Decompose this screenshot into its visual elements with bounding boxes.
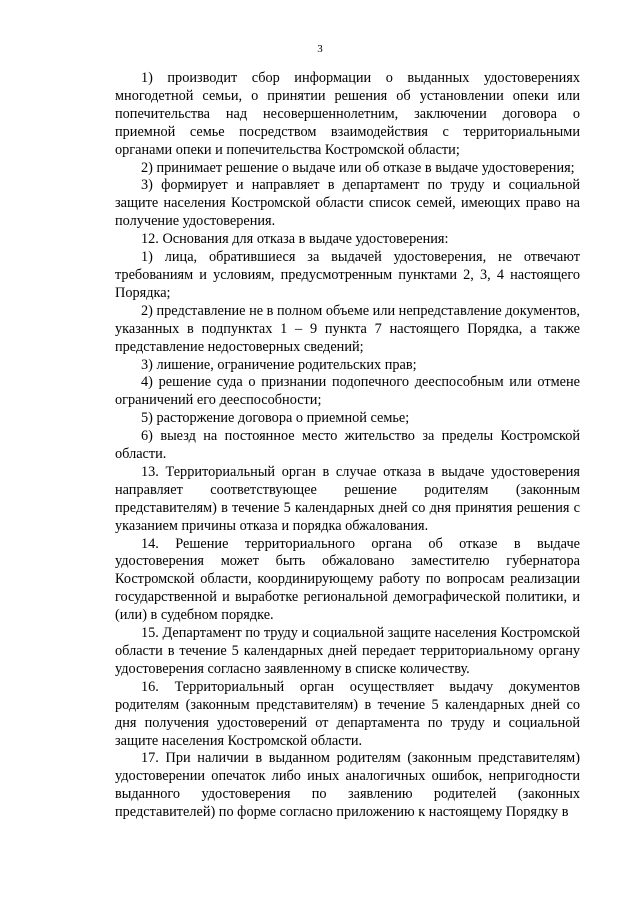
paragraph-12-6: 6) выезд на постоянное место жительство за пределы Костромской области. bbox=[115, 428, 580, 463]
document-body bbox=[115, 70, 580, 822]
paragraph-11-3: 3) формирует и направляет в департамент по труду и социальной защите населения Костромской области список семей, имеющих право на получение удостоверения. bbox=[115, 177, 580, 230]
paragraph-17: 17. При наличии в выданном родителям (законным представителям) удостоверении опечаток либо иных аналогичных ошибок, непригодности выданного удостоверения по заявлению родителей (законных представителей) по форме согласно приложению к настоящему Порядку в bbox=[115, 750, 580, 821]
paragraph-12-2: 2) представление не в полном объеме или непредставление документов, указанных в подпунктах 1 – 9 пункта 7 настоящего Порядка, а также представление недостоверных сведений; bbox=[115, 302, 580, 355]
paragraph-11-2: 2) принимает решение о выдаче или об отказе в выдаче удостоверения; bbox=[141, 159, 575, 176]
paragraph-12-5: 5) расторжение договора о приемной семье; bbox=[141, 410, 410, 427]
paragraph-12-3: 3) лишение, ограничение родительских прав; bbox=[141, 356, 417, 373]
paragraph-13: 13. Территориальный орган в случае отказа в выдаче удостоверения направляет соответствующее решение родителям (законным представителям) в течение 5 календарных дней со дня принятия решения с указанием причины отказа и порядка обжалования. bbox=[115, 463, 580, 534]
paragraph-15: 15. Департамент по труду и социальной защите населения Костромской области в течение 5 календарных дней передает территориальному органу удостоверения согласно заявленному в списке количеству. bbox=[115, 625, 580, 677]
paragraph-11-1: 1) производит сбор информации о выданных удостоверениях многодетной семьи, о принятии решения об установлении опеки или попечительства над несовершеннолетним, заключении договора о приемной семье посредством взаимодействия с территориальными органами опеки и попечительства Костромской области; bbox=[115, 70, 580, 158]
paragraph-12-4: 4) решение суда о признании подопечного дееспособным или отмене ограничений его дееспособности; bbox=[115, 374, 580, 409]
paragraph-16: 16. Территориальный орган осуществляет выдачу документов родителям (законным представителям) в течение 5 календарных дней со дня получения удостоверений от департамента по труду и социальной защите населения Костромской области. bbox=[115, 678, 580, 749]
page-number: 3 bbox=[317, 43, 323, 55]
paragraph-14: 14. Решение территориального органа об отказе в выдаче удостоверения может быть обжаловано заместителю губернатора Костромской области, координирующему работу по вопросам реализации государственной и выработке региональной демографической политики, и (или) в судебном порядке. bbox=[115, 535, 580, 624]
paragraph-12-1: 1) лица, обратившиеся за выдачей удостоверения, не отвечают требованиям и условиям, предусмотренным пунктами 2, 3, 4 настоящего Порядка; bbox=[115, 249, 580, 301]
paragraph-12: 12. Основания для отказа в выдаче удостоверения: bbox=[141, 231, 449, 248]
